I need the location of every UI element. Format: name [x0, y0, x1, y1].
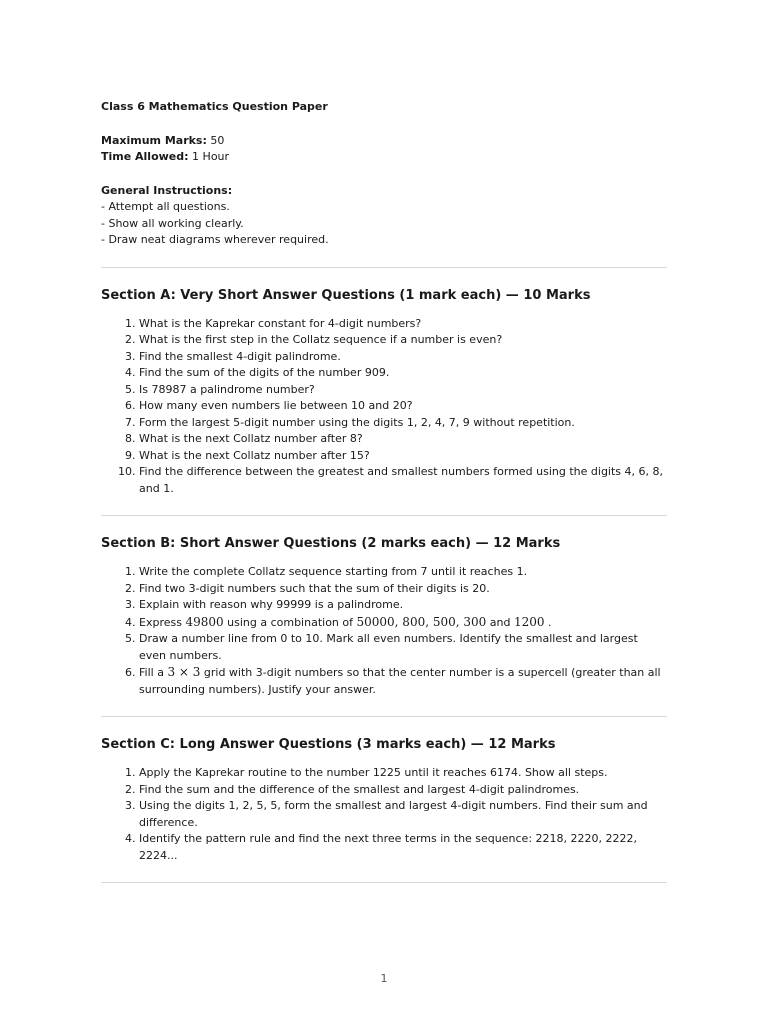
math-expression: 50000, 800, 500, 300 [356, 614, 487, 629]
math-expression: 3 × 3 [167, 665, 201, 679]
question-item: 3. Find the smallest 4-digit palindrome. [139, 349, 667, 366]
section-c-questions [101, 765, 667, 864]
question-item: 2. Find the sum and the difference of the smallest and largest 4-digit palindromes. [139, 782, 667, 799]
time-allowed-value: 1 Hour [192, 150, 230, 163]
time-allowed-line [101, 149, 667, 166]
instructions-label-text: General Instructions: [101, 183, 233, 197]
math-expression: 49800 [185, 614, 224, 629]
max-marks-line [101, 133, 667, 150]
question-item: 5. Is 78987 a palindrome number? [139, 382, 667, 399]
question-item: 4. Find the sum of the digits of the number 909. [139, 365, 667, 382]
page-number: 1 [380, 972, 388, 985]
question-item: 1. Apply the Kaprekar routine to the number 1225 until it reaches 6174. Show all steps. [139, 765, 667, 782]
question-item [139, 614, 667, 632]
instruction-item: - Draw neat diagrams wherever required. [101, 233, 329, 246]
time-allowed-label: Time Allowed: [101, 150, 189, 163]
paper-title: Class 6 Mathematics Question Paper [101, 100, 328, 113]
math-expression: 1200 [513, 614, 545, 629]
instruction-item: - Show all working clearly. [101, 216, 244, 230]
q-text: using a combination of [223, 615, 357, 629]
question-item: 2. Find two 3-digit numbers such that the sum of their digits is 20. [139, 581, 667, 598]
q-text: Express [139, 615, 186, 629]
section-a-heading: Section A: Very Short Answer Questions (1 mark each) — 10 Marks [101, 287, 591, 303]
instructions-label [101, 183, 667, 200]
question-item: 1. What is the Kaprekar constant for 4-digit numbers? [139, 316, 667, 333]
question-item: 5. Draw a number line from 0 to 10. Mark all even numbers. Identify the smallest and largest even numbers. [139, 631, 667, 664]
section-a-questions [101, 316, 667, 498]
max-marks-value: 50 [210, 133, 225, 147]
question-item: 3. Explain with reason why 99999 is a palindrome. [139, 597, 667, 614]
section-b-heading: Section B: Short Answer Questions (2 marks each) — 12 Marks [101, 536, 561, 551]
question-item: 1. Write the complete Collatz sequence starting from 7 until it reaches 1. [139, 564, 667, 581]
section-divider [101, 882, 667, 883]
question-item [139, 664, 667, 698]
document-content [101, 99, 667, 883]
section-b-questions [101, 564, 667, 698]
question-item: 6. How many even numbers lie between 10 and 20? [139, 398, 667, 415]
instruction-item: - Attempt all questions. [101, 200, 230, 213]
max-marks-label: Maximum Marks: [101, 133, 207, 147]
question-item: 8. What is the next Collatz number after 8? [139, 431, 667, 448]
q-text: and [486, 615, 514, 629]
question-item: 2. What is the first step in the Collatz sequence if a number is even? [139, 332, 667, 349]
question-item: 10. Find the difference between the greatest and smallest numbers formed using the digits 4, 6, 8, and 1. [139, 464, 667, 497]
question-item: 9. What is the next Collatz number after 15? [139, 448, 667, 465]
q-text: . [544, 615, 552, 629]
section-c-heading: Section C: Long Answer Questions (3 marks each) — 12 Marks [101, 737, 556, 752]
question-item: 3. Using the digits 1, 2, 5, 5, form the smallest and largest 4-digit numbers. Find their sum and difference. [139, 798, 667, 831]
q-text: grid with 3-digit numbers so that the center number is a supercell (greater than all surrounding numbers). Justify your answer. [139, 666, 661, 696]
question-item: 7. Form the largest 5-digit number using the digits 1, 2, 4, 7, 9 without repetition. [139, 415, 667, 432]
question-item: 4. Identify the pattern rule and find the next three terms in the sequence: 2218, 2220, 2222, 2224... [139, 831, 667, 864]
q-text: Fill a [139, 666, 168, 679]
